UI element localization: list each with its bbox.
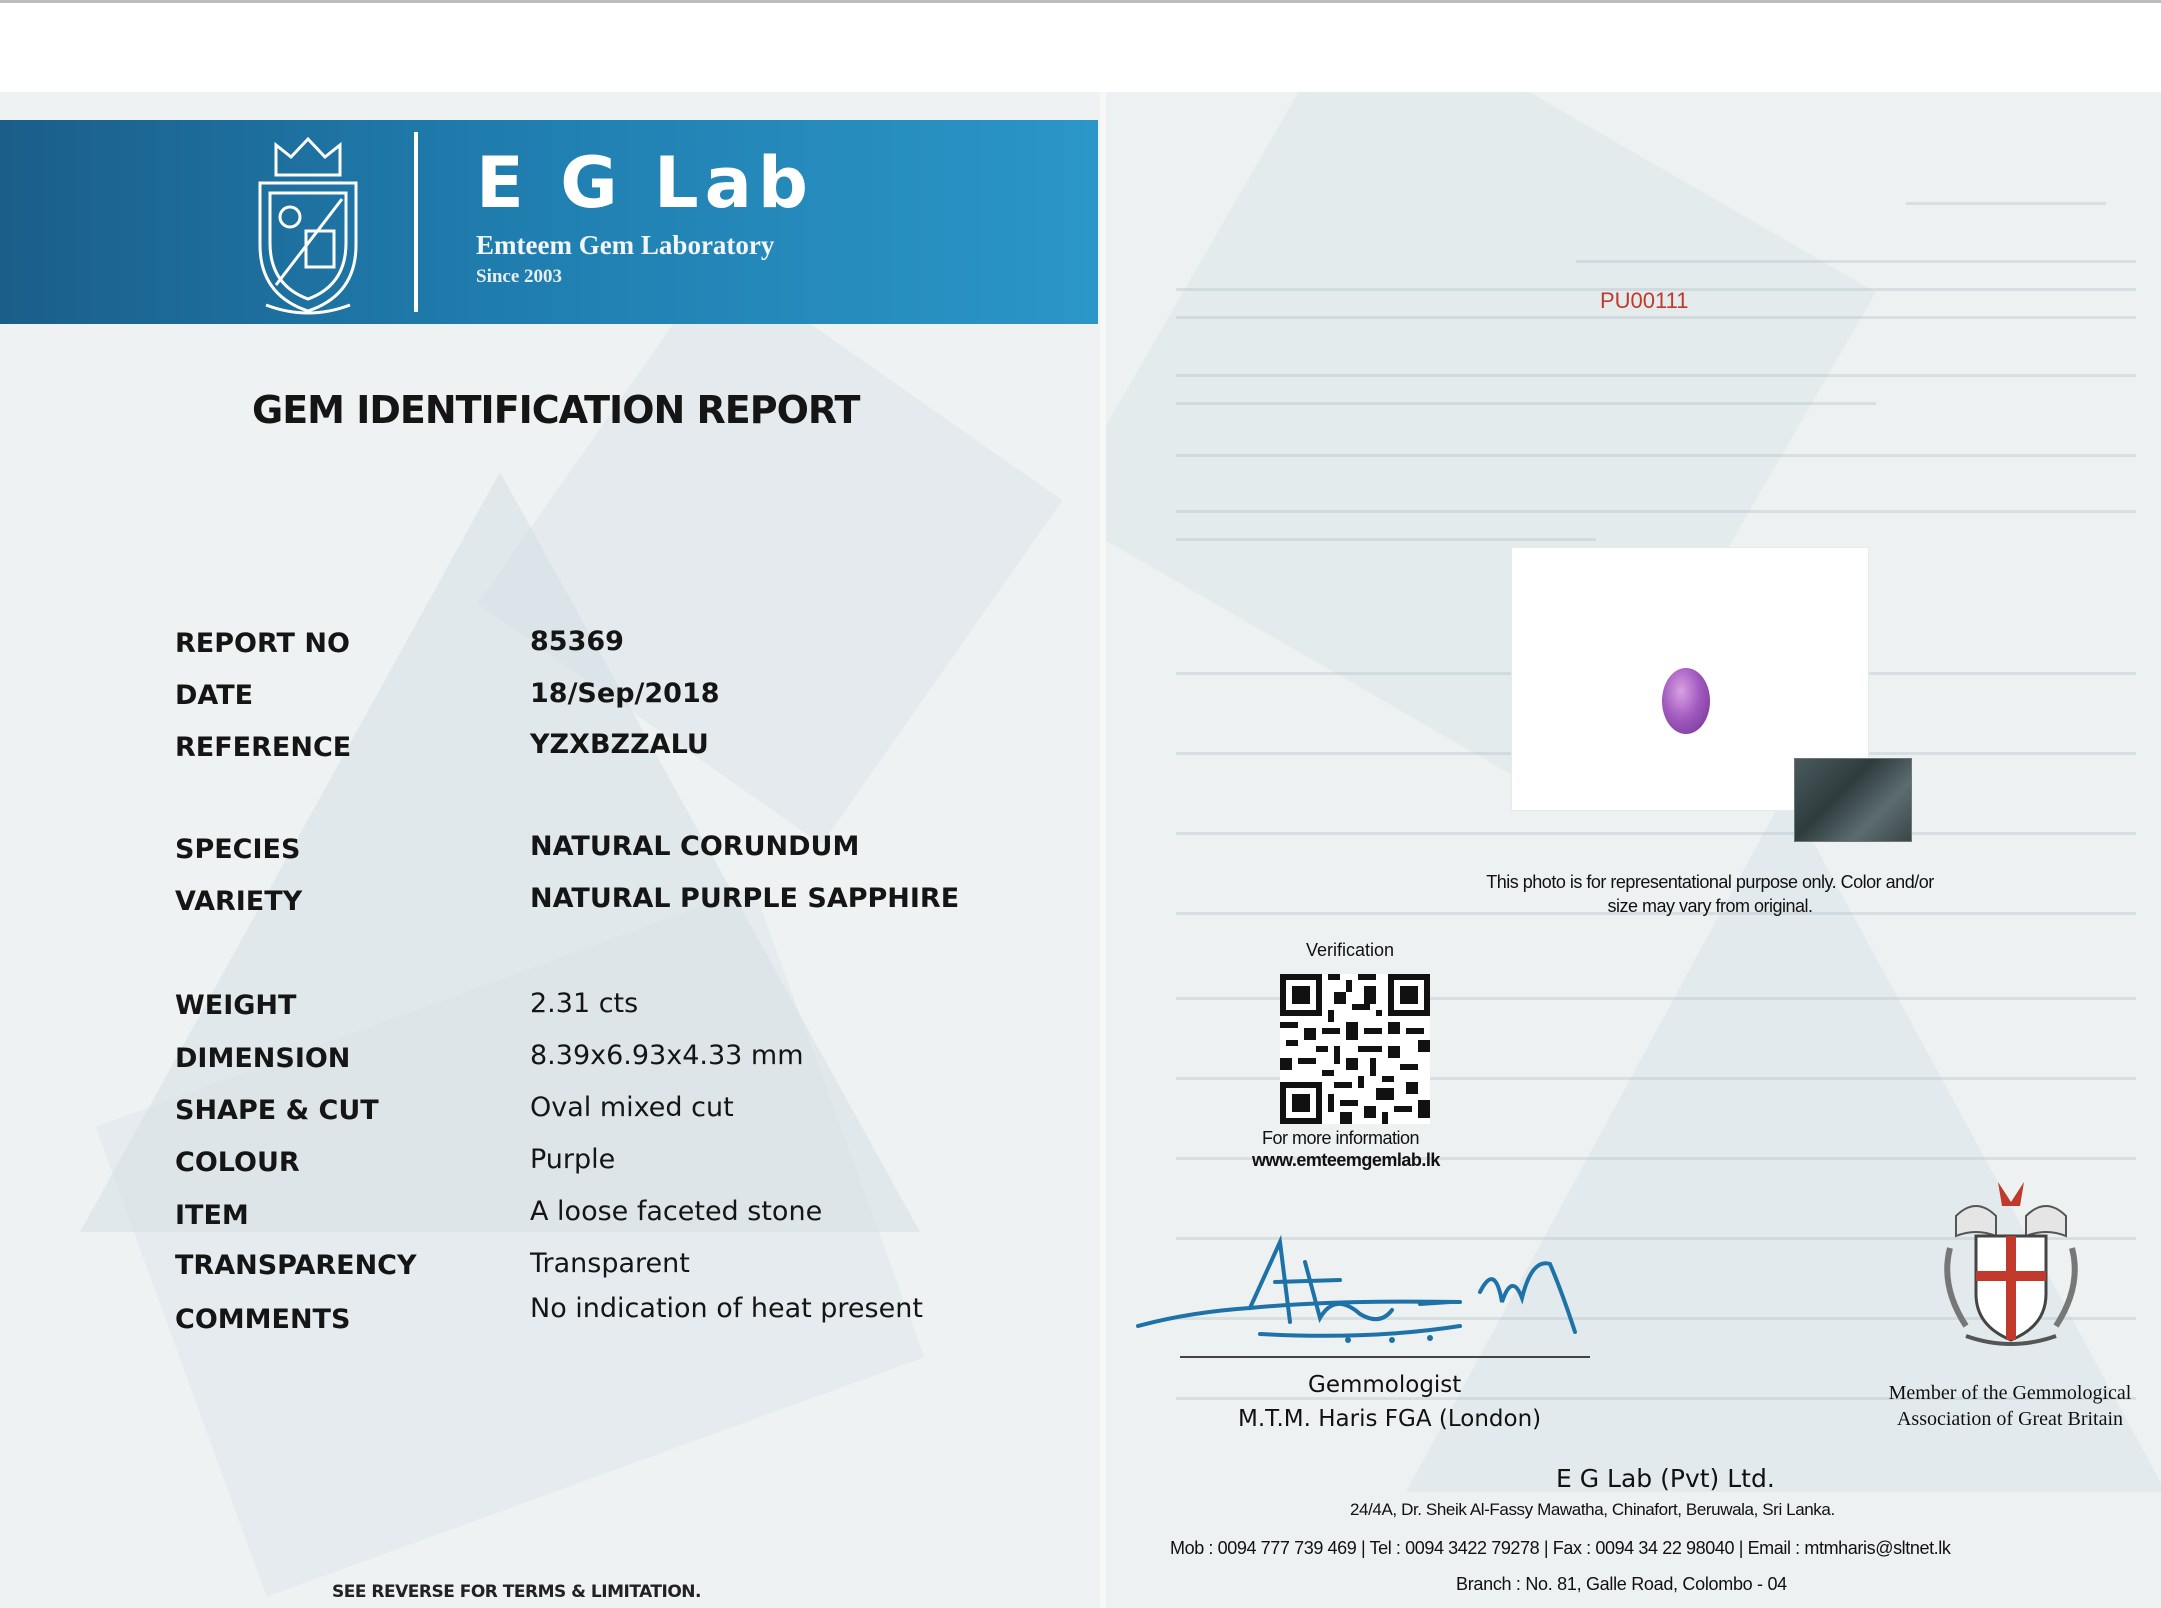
field-value-variety: NATURAL PURPLE SAPPHIRE (530, 883, 960, 914)
field-value-colour: Purple (530, 1144, 616, 1175)
more-info-label: For more information (1262, 1128, 1420, 1148)
faint-text-line (1176, 538, 1596, 541)
field-label-weight: WEIGHT (175, 990, 297, 1021)
field-label-colour: COLOUR (175, 1147, 300, 1178)
field-label-species: SPECIES (175, 834, 301, 865)
qr-code-icon[interactable] (1280, 974, 1430, 1124)
lab-since-text: Since 2003 (476, 266, 563, 287)
faint-text-line (1176, 454, 2136, 457)
field-label-date: DATE (175, 680, 254, 711)
gemmologist-role: Gemmologist (1308, 1372, 1462, 1398)
lab-logo-title: E G Lab (476, 142, 814, 224)
field-label-variety: VARIETY (175, 886, 303, 917)
gemmologist-name: M.T.M. Haris FGA (London) (1238, 1406, 1542, 1432)
field-label-reference: REFERENCE (175, 732, 352, 763)
verification-label: Verification (1306, 940, 1395, 960)
company-address: 24/4A, Dr. Sheik Al-Fassy Mawatha, Chinafort, Beruwala, Sri Lanka. (1350, 1500, 1835, 1519)
top-margin (0, 0, 2161, 92)
field-value-weight: 2.31 cts (530, 988, 639, 1019)
faint-text-line (1576, 260, 2136, 263)
shield-crest-icon (246, 135, 370, 317)
gem-photo (1662, 668, 1710, 734)
field-label-comments: COMMENTS (175, 1304, 351, 1335)
field-label-report-no: REPORT NO (175, 628, 350, 659)
field-label-shape-cut: SHAPE & CUT (175, 1095, 379, 1126)
scan-edge-line (0, 0, 2161, 3)
field-value-dimension: 8.39x6.93x4.33 mm (530, 1040, 804, 1071)
field-value-reference: YZXBZZALU (530, 729, 709, 760)
hologram-seal-icon (1794, 758, 1912, 842)
photo-disclaimer (1300, 870, 2120, 918)
lab-logo-subtitle: Emteem Gem Laboratory (476, 230, 775, 260)
field-value-item: A loose faceted stone (530, 1196, 823, 1227)
verification-website[interactable]: www.emteemgemlab.lk (1252, 1150, 1440, 1170)
faint-text-line (1176, 832, 2136, 835)
signature-line (1180, 1356, 1590, 1358)
field-value-shape-cut: Oval mixed cut (530, 1092, 734, 1123)
faint-text-line (1176, 510, 2136, 513)
coat-of-arms-icon (1936, 1176, 2086, 1356)
membership-line1: Member of the Gemmological (1888, 1382, 2132, 1404)
field-value-species: NATURAL CORUNDUM (530, 831, 860, 862)
field-label-item: ITEM (175, 1200, 249, 1231)
report-title: GEM IDENTIFICATION REPORT (252, 388, 860, 432)
company-contacts: Mob : 0094 777 739 469 | Tel : 0094 3422 79278 | Fax : 0094 34 22 98040 | Email : mtmharis@sltnet.lk (1170, 1538, 1951, 1558)
field-label-dimension: DIMENSION (175, 1043, 351, 1074)
serial-number: PU00111 (1600, 288, 1689, 313)
faint-text-line (1176, 402, 1876, 405)
signature-drawing (1130, 1222, 1600, 1352)
field-value-report-no: 85369 (530, 626, 624, 657)
field-value-comments: No indication of heat present (530, 1293, 923, 1324)
field-value-date: 18/Sep/2018 (530, 678, 720, 709)
faint-text-line (1176, 316, 2136, 319)
company-name: E G Lab (Pvt) Ltd. (1556, 1464, 1775, 1493)
field-label-transparency: TRANSPARENCY (175, 1250, 417, 1281)
company-branch: Branch : No. 81, Galle Road, Colombo - 04 (1456, 1574, 1787, 1594)
photo-disclaimer-line1: This photo is for representational purpose only. Color and/or (1486, 872, 1934, 892)
terms-footnote: SEE REVERSE FOR TERMS & LIMITATION. (332, 1582, 701, 1602)
membership-text (1870, 1380, 2150, 1432)
faint-text-line (1176, 374, 2136, 377)
faint-text-line (1906, 202, 2106, 205)
field-value-transparency: Transparent (530, 1248, 690, 1279)
banner-divider (414, 132, 418, 312)
photo-disclaimer-line2: size may vary from original. (1607, 896, 1813, 916)
membership-line2: Association of Great Britain (1896, 1408, 2124, 1430)
